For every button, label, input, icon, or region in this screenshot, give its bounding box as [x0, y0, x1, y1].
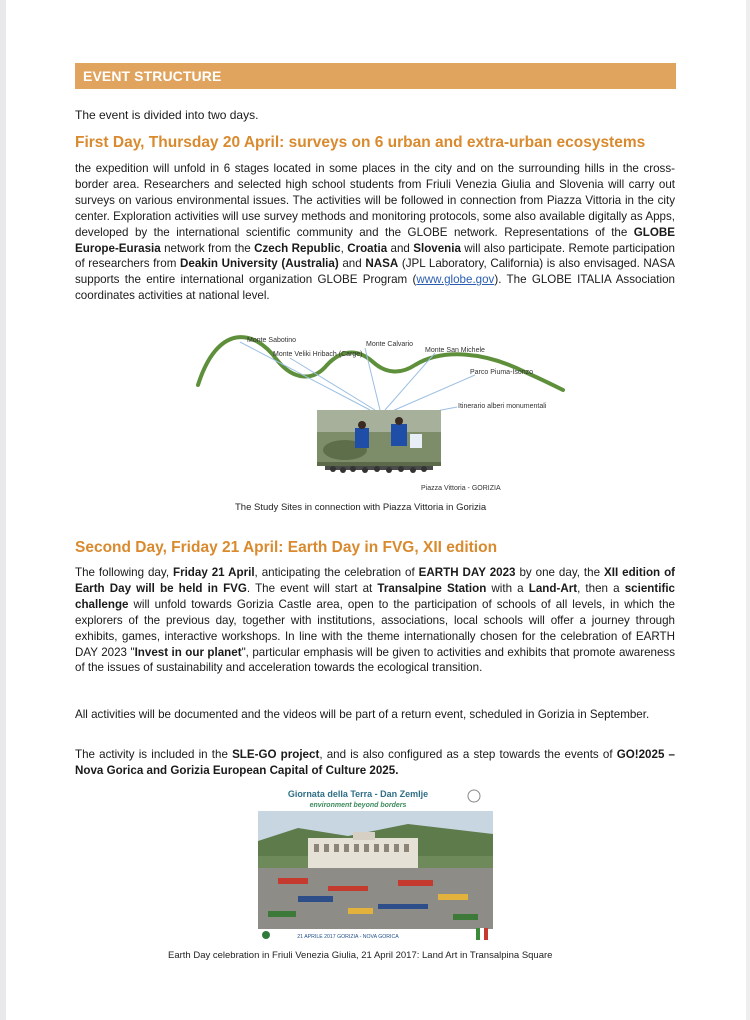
poster-subtitle: environment beyond borders: [309, 802, 407, 809]
site-label-velikihribach: Monte Veliki Hribach (Carge): [273, 351, 363, 358]
diagram-caption: The Study Sites in connection with Piazza Vittoria in Gorizia: [235, 502, 487, 513]
earth-day-poster: [258, 786, 493, 942]
center-label: Piazza Vittoria - GORIZIA: [421, 485, 501, 492]
site-label-alberi: Itinerario alberi monumentali: [458, 403, 547, 410]
day2-paragraph-1: The following day, Friday 21 April, anticipating the celebration of EARTH DAY 2023 by one day, the XII edition of Earth Day will be held in FVG. The event will start at Transalpine Station with a Land-Art, then a scientific challenge will unfold towards Gorizia Castle area, open to the participation of schools of all levels, in which the explorers of the previous day, together with institutions, associations, local schools will offer a journey through exhibits, games, interactive workshops. In line with the theme internationally chosen for the celebration of EARTH DAY 2023 "Invest in our planet", particular emphasis will be given to activities and exhibits that promote awareness of the issues of sustainability and acceleration towards the ecological transition.: [75, 566, 676, 675]
day2-paragraph-2: All activities will be documented and the videos will be part of a return event, scheduled in Gorizia in September.: [75, 708, 650, 721]
crowd-silhouette: [325, 466, 433, 473]
globe-logo-icon: [468, 790, 480, 802]
poster-title: Giornata della Terra - Dan Zemlje: [287, 789, 429, 799]
study-sites-diagram: [195, 330, 565, 495]
site-label-calvario: Monte Calvario: [366, 341, 414, 348]
day2-heading: Second Day, Friday 21 April: Earth Day in FVG, XII edition: [75, 539, 498, 556]
poster-logo-left-icon: [262, 931, 270, 939]
day2-paragraph-3: The activity is included in the SLE-GO project, and is also configured as a step towards the events of GO!2025 – Nova Gorica and Gorizia European Capital of Culture 2025.: [75, 748, 675, 777]
poster-footer: 21 APRILE 2017 GORIZIA - NOVA GORICA: [297, 934, 399, 940]
site-label-piuma: Parco Piuma-Isonzo: [470, 369, 534, 376]
fieldwork-photo: [317, 410, 441, 466]
page-edge-left: [0, 0, 6, 1020]
page-edge-right: [746, 0, 750, 1020]
poster-graphic: [258, 786, 493, 942]
globe-link[interactable]: www.globe.gov: [416, 273, 495, 287]
section-banner: [75, 63, 676, 89]
site-label-sanmichele: Monte San Michele: [425, 347, 485, 354]
intro-text: The event is divided into two days.: [75, 108, 259, 122]
poster-caption: Earth Day celebration in Friuli Venezia Giulia, 21 April 2017: Land Art in Transalpina Square: [168, 950, 553, 961]
section-banner-title: EVENT STRUCTURE: [83, 68, 222, 84]
site-label-sabotino: Monte Sabotino: [247, 337, 297, 344]
day1-heading: First Day, Thursday 20 April: surveys on 6 urban and extra-urban ecosystems: [75, 134, 646, 151]
day1-paragraph: the expedition will unfold in 6 stages located in some places in the city and on the surrounding hills in the cross-border area. Researchers and selected high school students from Friuli Venezia Giulia and Slovenia will carry out surveys on various environmental issues. The activities will be followed in connection from Piazza Vittoria in the city center. Exploration activities will use survey methods and monitoring protocols, some also available digitally as Apps, developed by the international scientific community and the GLOBE network. Representations of the GLOBE Europe-Eurasia network from the Czech Republic, Croatia and Slovenia will also participate. Remote participation of researchers from Deakin University (Australia) and NASA (JPL Laboratory, California) is also envisaged. NASA supports the entire international organization GLOBE Program (www.globe.gov). The GLOBE ITALIA Association coordinates activities at national level.: [75, 162, 676, 303]
